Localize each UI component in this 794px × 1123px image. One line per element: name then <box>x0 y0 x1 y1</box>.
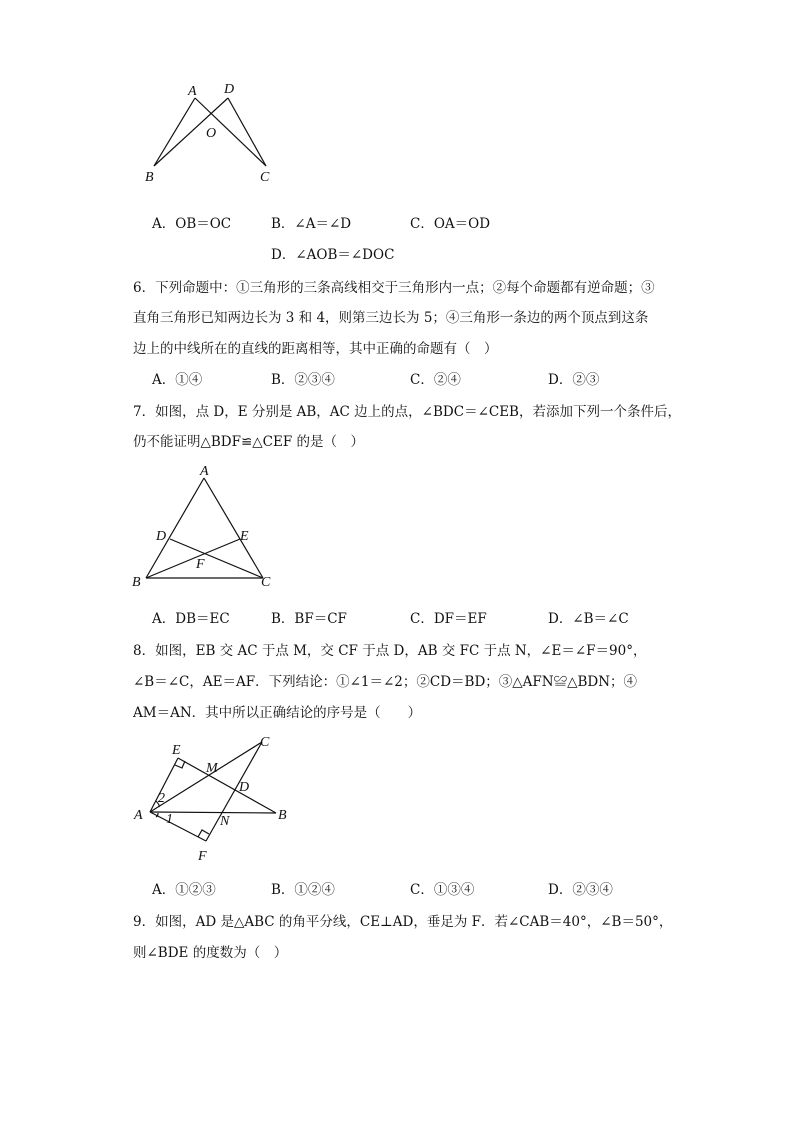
q6-line-3: 边上的中线所在的直线的距离相等，其中正确的命题有（ ） <box>133 341 498 357</box>
q7-option-b[interactable]: B．BF＝CF <box>271 611 347 627</box>
label-C: C <box>261 575 271 590</box>
label-2: 2 <box>158 791 165 806</box>
segment-fc <box>206 742 262 841</box>
segment-db <box>154 98 228 166</box>
segment-ac <box>150 742 262 812</box>
q6-line-1: 6．下列命题中：①三角形的三条高线相交于三角形内一点；②每个命题都有逆命题；③ <box>133 280 655 296</box>
q8-option-a[interactable]: A．①②③ <box>152 882 216 898</box>
label-C: C <box>260 735 270 750</box>
q8-option-b[interactable]: B．①②④ <box>271 882 335 898</box>
segment-dc <box>228 98 266 166</box>
q7-line-2: 仍不能证明△BDF≌△CEF 的是（ ） <box>133 434 365 450</box>
q7-option-c[interactable]: C．DF＝EF <box>410 611 487 627</box>
q9-line-1: 9．如图，AD 是△ABC 的角平分线，CE⊥AD，垂足为 F．若∠CAB＝40°，∠B＝50°， <box>133 914 673 930</box>
q5-option-b[interactable]: B．∠A＝∠D <box>271 216 352 232</box>
segment-be <box>146 539 240 578</box>
label-B: B <box>145 170 154 185</box>
label-C: C <box>260 170 270 185</box>
label-O: O <box>206 126 217 141</box>
q8-line-1: 8．如图，EB 交 AC 于点 M，交 CF 于点 D，AB 交 FC 于点 N，∠E＝∠F＝90°， <box>133 643 647 659</box>
label-N: N <box>220 814 230 829</box>
figure-afn-bdn <box>128 730 298 865</box>
label-E: E <box>172 743 181 758</box>
label-A: A <box>200 464 209 479</box>
segment-ac <box>204 478 263 578</box>
label-D: D <box>224 82 235 97</box>
label-1: 1 <box>166 812 173 827</box>
segment-ab <box>154 98 195 166</box>
q8-line-2: ∠B＝∠C，AE＝AF．下列结论：①∠1＝∠2；②CD＝BD；③△AFN≌△BDN；④ <box>133 674 638 690</box>
label-B: B <box>132 575 141 590</box>
label-A: A <box>134 808 143 823</box>
q8-line-3: AM＝AN．其中所以正确结论的序号是（ ） <box>133 705 422 721</box>
label-B: B <box>278 808 287 823</box>
q6-option-a[interactable]: A．①④ <box>152 372 203 388</box>
segment-cd <box>170 539 263 578</box>
q6-option-b[interactable]: B．②③④ <box>271 372 335 388</box>
figure-triangle-bdf-cef <box>128 460 288 595</box>
q7-option-a[interactable]: A．DB＝EC <box>152 611 230 627</box>
right-angle-f <box>198 830 209 837</box>
label-F: F <box>198 849 207 864</box>
q5-option-d[interactable]: D．∠AOB＝∠DOC <box>271 247 395 263</box>
figure-triangles-aob-doc <box>140 78 290 188</box>
q8-option-d[interactable]: D．②③④ <box>548 882 613 898</box>
label-D: D <box>156 529 167 544</box>
label-M: M <box>206 761 218 776</box>
label-D: D <box>239 780 250 795</box>
q5-option-c[interactable]: C．OA＝OD <box>410 216 491 232</box>
label-F: F <box>196 557 205 572</box>
q8-option-c[interactable]: C．①③④ <box>410 882 475 898</box>
label-E: E <box>240 529 249 544</box>
q5-option-a[interactable]: A．OB＝OC <box>152 216 232 232</box>
q6-option-d[interactable]: D．②③ <box>548 372 600 388</box>
q6-option-c[interactable]: C．②④ <box>410 372 461 388</box>
q7-line-1: 7．如图，点 D，E 分别是 AB，AC 边上的点，∠BDC＝∠CEB，若添加下列一个条件后， <box>133 404 681 420</box>
q9-line-2: 则∠BDE 的度数为（ ） <box>133 945 288 961</box>
q7-option-d[interactable]: D．∠B＝∠C <box>548 611 629 627</box>
label-A: A <box>188 84 197 99</box>
q6-line-2: 直角三角形已知两边长为 3 和 4，则第三边长为 5；④三角形一条边的两个顶点到这条 <box>133 310 649 326</box>
